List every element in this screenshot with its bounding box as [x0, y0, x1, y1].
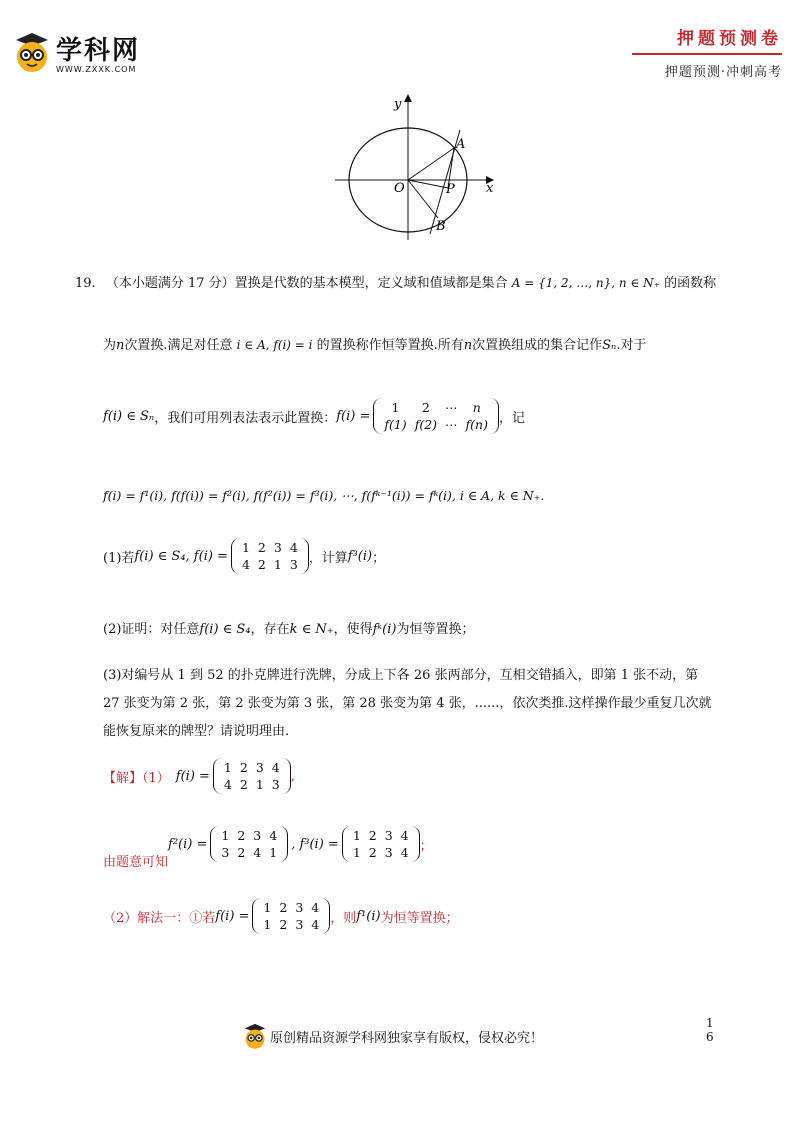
solution-text: 由题意可知	[103, 855, 169, 870]
matrix-cell: 2	[279, 900, 288, 915]
q19-set: A = {1, 2, …, n}, n ∈ N₊	[511, 276, 660, 290]
matrix-cell: 4	[400, 845, 409, 860]
matrix-cell: 1	[273, 557, 282, 572]
matrix-cell: 1	[263, 917, 272, 932]
q19-line1	[75, 272, 716, 291]
matrix-cell: 4	[223, 777, 232, 792]
exam-subtitle: 押题预测·冲刺高考	[664, 65, 782, 80]
q19-number: 19.	[75, 276, 96, 291]
page-number	[706, 1016, 714, 1044]
matrix-cell: ⋯	[445, 417, 458, 432]
mascot-icon	[12, 30, 52, 74]
q19-line2	[103, 334, 646, 353]
q19-text: ，计算	[308, 550, 348, 566]
q19-text: 的置换称作恒等置换.所有	[316, 338, 464, 353]
solution-part1b	[103, 826, 433, 870]
solution-math: f²(i) =	[168, 836, 208, 852]
solution-text: 为恒等置换；	[380, 910, 459, 926]
permutation-matrix-p1	[231, 538, 309, 574]
matrix-cell: 1	[352, 828, 361, 843]
q19-text: ；	[372, 550, 386, 566]
q19-text: 能恢复原来的牌型？请说明理由.	[103, 724, 290, 739]
matrix-cell: 2	[279, 917, 288, 932]
matrix-cell: 1	[241, 540, 250, 555]
q19-math: n	[116, 338, 125, 353]
q19-text: (3)对编号从 1 到 52 的扑克牌进行洗牌，分成上下各 26 张两部分，互相交错插入，即第 1 张不动，第	[103, 668, 699, 683]
matrix-cell: 3	[384, 828, 393, 843]
mascot-icon	[242, 1022, 268, 1050]
solution-matrix-f2	[210, 826, 288, 862]
q19-text: .对于	[616, 338, 647, 353]
matrix-cell: 2	[239, 760, 248, 775]
q19-line3	[103, 398, 525, 434]
solution-math: , f³(i) =	[291, 836, 339, 852]
matrix-cell: f(1)	[384, 417, 407, 432]
matrix-cell: 1	[255, 777, 264, 792]
q19-part2	[103, 618, 474, 637]
q19-intro-tail: 的函数称	[664, 276, 717, 291]
matrix-cell: 2	[257, 540, 266, 555]
matrix-cell: 2	[239, 777, 248, 792]
solution-text: ,	[290, 768, 295, 784]
q19-text: 次置换组成的集合记作	[472, 338, 603, 353]
matrix-cell: 1	[352, 845, 361, 860]
footer-text: 原创精品资源学科网独家享有版权，侵权必究！	[270, 1030, 544, 1046]
solution-text: （2）解法一：①若	[103, 910, 216, 926]
label-x: x	[486, 181, 494, 196]
label-origin: O	[394, 181, 405, 196]
matrix-cell: 4	[311, 900, 320, 915]
q19-math: f(i) ∈ Sₙ	[103, 408, 155, 424]
q19-text: ，记	[498, 410, 525, 426]
label-b: B	[436, 219, 446, 234]
matrix-cell: 3	[221, 845, 230, 860]
title-divider	[632, 53, 782, 55]
matrix-cell: 3	[255, 760, 264, 775]
q19-text: 为	[103, 338, 117, 353]
q19-math: Sₙ	[602, 338, 617, 353]
matrix-cell: 4	[311, 917, 320, 932]
page-total: 6	[706, 1030, 714, 1044]
matrix-cell: ⋯	[445, 400, 458, 415]
matrix-cell: 2	[368, 828, 377, 843]
matrix-cell: 4	[269, 828, 278, 843]
solution-math: f¹(i)	[356, 908, 381, 924]
q19-text: 27 张变为第 2 张，第 2 张变为第 3 张，第 28 张变为第 4 张，......，依次类推.这样操作最少重复几次就	[103, 696, 712, 711]
matrix-cell: 3	[295, 900, 304, 915]
solution-math: f(i) =	[215, 908, 250, 924]
q19-text: (2)证明：对任意	[103, 622, 200, 637]
matrix-cell: 3	[289, 557, 298, 572]
q19-math: f(i) ∈ S₄, f(i) =	[134, 548, 228, 564]
solution-math: f(i) =	[175, 768, 210, 784]
segment-ob	[408, 180, 438, 218]
matrix-cell: 4	[400, 828, 409, 843]
solution-matrices	[168, 826, 433, 862]
matrix-cell: 1	[221, 828, 230, 843]
matrix-cell: 3	[384, 845, 393, 860]
header-right	[632, 24, 782, 80]
q19-text: (1)若	[103, 550, 135, 566]
q19-text: ，使得	[333, 622, 373, 637]
page-current: 1	[706, 1016, 714, 1030]
matrix-cell: 3	[295, 917, 304, 932]
matrix-cell: 1	[263, 900, 272, 915]
ellipse-figure	[330, 92, 510, 242]
matrix-cell: 1	[223, 760, 232, 775]
matrix-cell: 2	[257, 557, 266, 572]
solution-matrix-f3	[342, 826, 420, 862]
matrix-cell: 3	[273, 540, 282, 555]
matrix-cell: 4	[271, 760, 280, 775]
solution-text: ，则	[330, 910, 357, 926]
matrix-cell: f(2)	[414, 417, 438, 432]
label-y: y	[394, 97, 402, 112]
q19-math: n	[463, 338, 473, 353]
solution-part2	[103, 898, 459, 934]
q19-math: i ∈ A, f(i) = i	[236, 338, 313, 352]
q19-math: k ∈ N₊	[289, 622, 334, 637]
q19-part1	[103, 538, 385, 574]
brand-url: WWW.ZXXK.COM	[56, 65, 137, 74]
q19-math: f(i) =	[336, 408, 371, 424]
q19-line4: f(i) = f¹(i), f(f(i)) = f²(i), f(f²(i)) = f³(i), ⋯, f(fᵏ⁻¹(i)) = fᵏ(i), i ∈ A, k ∈ N₊.	[103, 488, 545, 503]
matrix-cell: 2	[421, 400, 430, 415]
q19-math: f(i) ∈ S₄	[199, 622, 251, 637]
brand-logo	[12, 30, 140, 74]
q19-intro: （本小题满分 17 分）置换是代数的基本模型，定义域和值域都是集合	[105, 276, 508, 291]
matrix-cell: 4	[253, 845, 262, 860]
q19-math: fᵏ(i)	[372, 622, 397, 637]
solution-part1	[103, 758, 295, 794]
matrix-cell: 2	[237, 845, 246, 860]
matrix-cell: 2	[237, 828, 246, 843]
label-p: P	[446, 182, 455, 197]
matrix-cell: 2	[368, 845, 377, 860]
q19-math: f³(i)	[347, 548, 373, 564]
exam-title: 押题预测卷	[677, 29, 782, 49]
solution-matrix-1	[213, 758, 291, 794]
permutation-table-general	[373, 398, 499, 434]
q19-text: 次置换.满足对任意	[124, 338, 233, 353]
matrix-cell: 4	[289, 540, 298, 555]
q19-text: ，存在	[250, 622, 290, 637]
q19-text: 为恒等置换；	[396, 622, 475, 637]
matrix-cell: 3	[271, 777, 280, 792]
matrix-cell: 1	[269, 845, 278, 860]
footer	[242, 1022, 543, 1050]
label-a: A	[456, 137, 466, 152]
matrix-cell: n	[472, 400, 481, 415]
matrix-cell: 3	[253, 828, 262, 843]
matrix-cell: f(n)	[465, 417, 488, 432]
solution-matrix-identity	[252, 898, 330, 934]
brand-name: 学科网	[56, 36, 141, 66]
matrix-cell: 4	[241, 557, 250, 572]
solution-text: ；	[419, 838, 433, 854]
q19-text: ，我们可用列表法表示此置换：	[154, 410, 337, 426]
q19-part3	[103, 662, 712, 746]
solution-label: 【解】（1）	[103, 770, 170, 786]
matrix-cell: 1	[391, 400, 400, 415]
